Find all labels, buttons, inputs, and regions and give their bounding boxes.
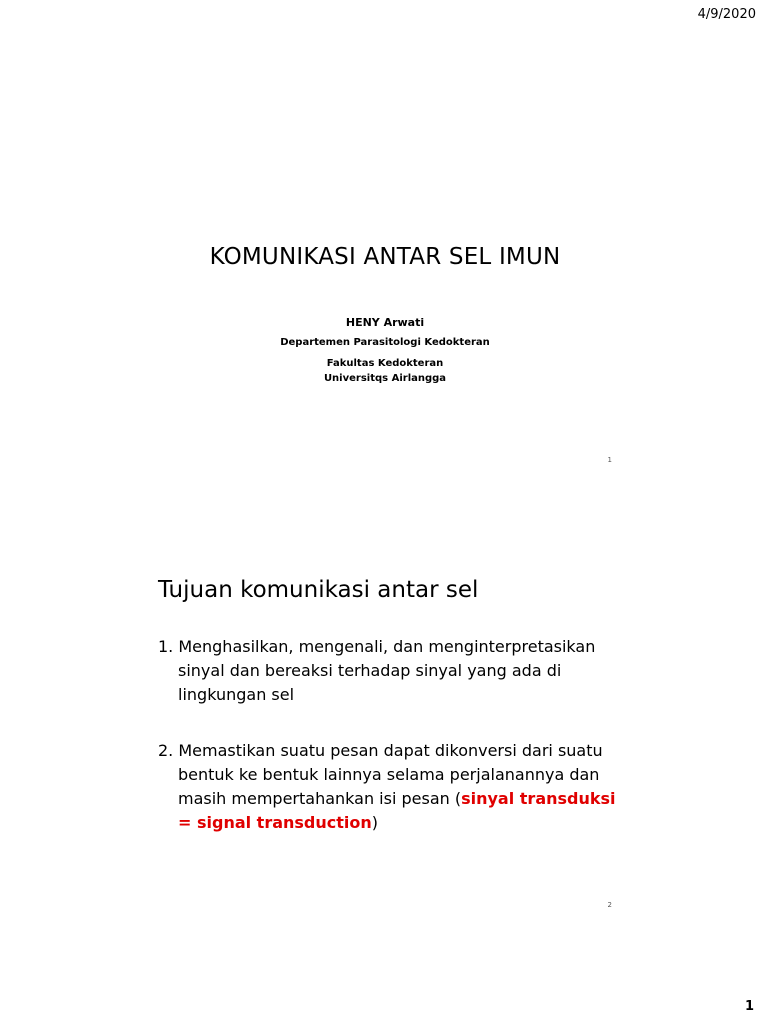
page-number: 1: [744, 999, 754, 1014]
slide-2: [150, 565, 620, 909]
department-name: Departemen Parasitologi Kedokteran: [280, 337, 490, 348]
slide-1-number: 1: [607, 456, 612, 464]
list-item-2-text: 2. Memastikan suatu pesan dapat dikonversi dari suatu bentuk ke bentuk lainnya selama perjalanannya dan masih mempertahankan isi pesan (: [158, 741, 603, 808]
slide-1: [150, 150, 620, 475]
slide-2-title: Tujuan komunikasi antar sel: [158, 577, 479, 603]
signal-transduction-highlight: sinyal transduksi = signal transduction: [178, 789, 616, 832]
slide-1-title: KOMUNIKASI ANTAR SEL IMUN: [209, 244, 561, 270]
list-item-2-closing: ): [371, 813, 379, 832]
print-date: 4/9/2020: [697, 7, 756, 22]
faculty-name: Fakultas Kedokteran: [326, 358, 444, 369]
list-item-1: 1. Menghasilkan, mengenali, dan menginterpretasikan sinyal dan bereaksi terhadap sinyal yang ada di lingkungan sel: [158, 637, 596, 704]
slide-2-number: 2: [607, 901, 612, 909]
university-name: Universitqs Airlangga: [323, 373, 447, 384]
affiliation: [150, 356, 620, 386]
author-name: HENY Arwati: [345, 316, 425, 329]
list-item-2: [158, 739, 633, 835]
